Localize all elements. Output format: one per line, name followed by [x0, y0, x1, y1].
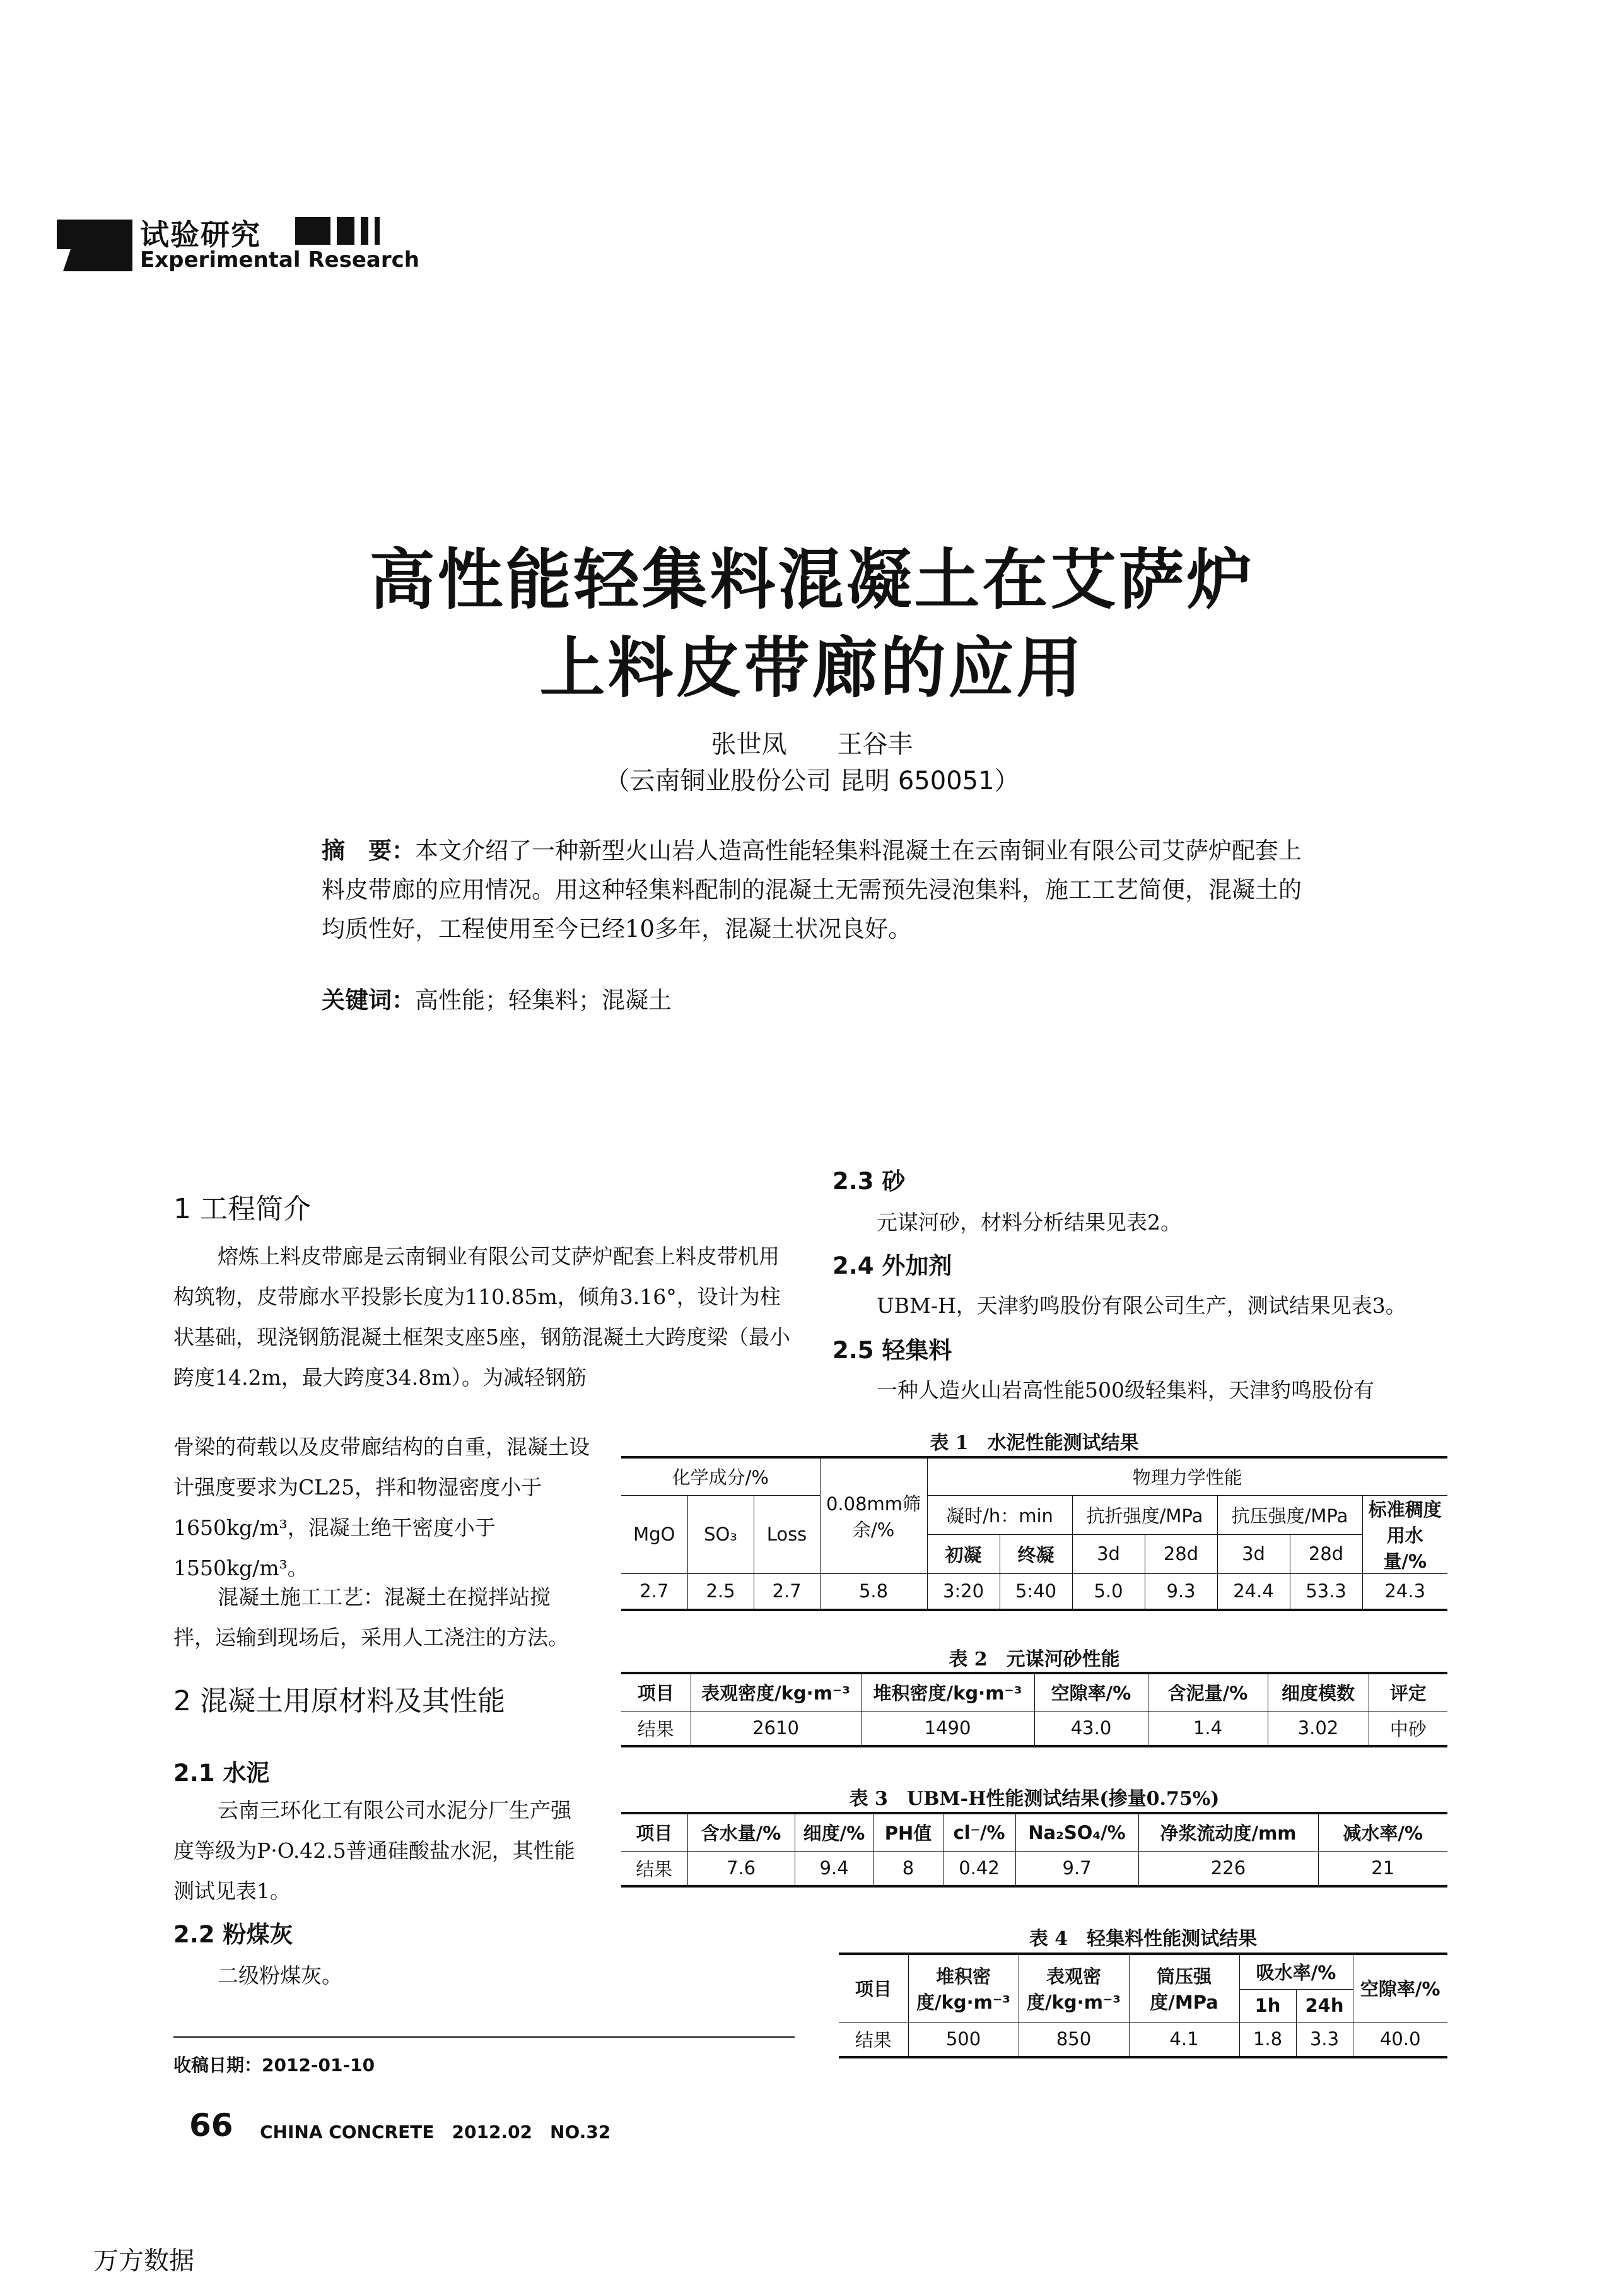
section-2-4-paragraph: UBM-H，天津豹鸣股份有限公司生产，测试结果见表3。: [877, 1293, 1406, 1318]
section-2-4-heading: 2.4 外加剂: [832, 1252, 952, 1279]
t2-header: 堆积密度/kg·m⁻³: [861, 1673, 1034, 1711]
t3-cell: 226: [1138, 1851, 1318, 1886]
t4-h-bulk: 堆积密度/kg·m⁻³: [908, 1954, 1019, 2022]
t4-cell: 500: [908, 2022, 1019, 2057]
table-2-caption: 表 2 元谋河砂性能: [949, 1648, 1120, 1671]
t1-cell: 5.0: [1072, 1573, 1145, 1610]
t1-h-flex: 抗折强度/MPa: [1072, 1495, 1217, 1534]
table-row: [621, 1711, 1447, 1746]
t4-h-comp: 筒压强度/MPa: [1129, 1954, 1239, 2022]
t1-cell: 2.7: [754, 1573, 820, 1610]
abstract-text: 本文介绍了一种新型火山岩人造高性能轻集料混凝土在云南铜业有限公司艾萨炉配套上料皮带廊的应用情况。用这种轻集料配制的混凝土无需预先浸泡集料，施工工艺简便，混凝土的均质性好，工程使用至今已经10多年，混凝土状况良好。: [322, 837, 1302, 942]
table-3-caption: 表 3 UBM-H性能测试结果(掺量0.75%): [849, 1788, 1220, 1810]
keywords-text: 高性能；轻集料；混凝土: [415, 987, 672, 1014]
table-row: [621, 1573, 1447, 1610]
t1-h-comp: 抗压强度/MPa: [1217, 1495, 1362, 1534]
section-2-3-heading: 2.3 砂: [832, 1168, 906, 1195]
keywords: [322, 981, 1321, 1015]
t3-cell: 8: [873, 1851, 943, 1886]
abstract-label: 摘 要：: [322, 837, 415, 864]
authors: 张世凤 王谷丰: [711, 730, 913, 759]
t2-cell: 43.0: [1034, 1711, 1148, 1746]
received-date: 收稿日期：2012-01-10: [173, 2055, 375, 2076]
section-1-paragraph-1: 熔炼上料皮带廊是云南铜业有限公司艾萨炉配套上料皮带机用构筑物，皮带廊水平投影长度为110.85m，倾角3.16°，设计为柱状基础，现浇钢筋混凝土框架支座5座，钢筋混凝土大跨度梁（最小跨度14.2m，最大跨度34.8m）。为减轻钢筋: [173, 1244, 790, 1390]
t3-cell: 21: [1318, 1851, 1447, 1886]
section-2-2-heading: 2.2 粉煤灰: [173, 1921, 293, 1948]
t1-h-sieve: 0.08mm筛余/%: [820, 1457, 927, 1573]
t2-header: 空隙率/%: [1034, 1673, 1148, 1711]
section-2-3-paragraph: 元谋河砂，材料分析结果见表2。: [877, 1210, 1181, 1235]
table-4: [839, 1952, 1447, 2058]
t1-cell: 9.3: [1145, 1573, 1217, 1610]
section-1-paragraph-2: 骨梁的荷载以及皮带廊结构的自重，混凝土设计强度要求为CL25，拌和物湿密度小于1650kg/m³，混凝土绝干密度小于1550kg/m³。: [173, 1435, 590, 1580]
section-logo-blocks: [295, 216, 390, 246]
t1-cell: 5.8: [820, 1573, 927, 1610]
t1-h-mgo: MgO: [621, 1495, 687, 1573]
t2-cell: 结果: [621, 1711, 691, 1746]
t3-header: 减水率/%: [1318, 1813, 1447, 1851]
t3-header: 含水量/%: [687, 1813, 795, 1851]
t4-cell: 40.0: [1353, 2022, 1447, 2057]
t4-h-abs: 吸水率/%: [1239, 1954, 1353, 1989]
t1-h-water: 标准稠度用水量/%: [1362, 1495, 1447, 1573]
t1-h-28d: 28d: [1145, 1534, 1217, 1573]
table-2: [621, 1672, 1447, 1747]
t4-cell: 4.1: [1129, 2022, 1239, 2057]
t2-header: 评定: [1369, 1673, 1447, 1711]
database-watermark: 万方数据: [93, 2246, 194, 2275]
t3-cell: 9.4: [795, 1851, 873, 1886]
t1-h-loss: Loss: [754, 1495, 820, 1573]
t2-header: 含泥量/%: [1148, 1673, 1268, 1711]
section-2-1-heading: 2.1 水泥: [173, 1759, 270, 1787]
t4-h-item: 项目: [839, 1954, 908, 2022]
table-1: [621, 1456, 1447, 1611]
section-2-5-heading: 2.5 轻集料: [832, 1337, 952, 1364]
page-number: 66: [189, 2107, 233, 2144]
t1-h-28d-2: 28d: [1290, 1534, 1362, 1573]
t2-cell: 3.02: [1268, 1711, 1369, 1746]
t2-cell: 1.4: [1148, 1711, 1268, 1746]
t1-cell: 53.3: [1290, 1573, 1362, 1610]
section-1-heading: 1 工程简介: [173, 1193, 311, 1225]
t1-h-init: 初凝: [927, 1534, 1000, 1573]
t4-cell: 3.3: [1296, 2022, 1353, 2057]
section-label-cn: 试验研究: [140, 218, 261, 252]
table-1-caption: 表 1 水泥性能测试结果: [930, 1432, 1139, 1454]
t1-h-so3: SO₃: [687, 1495, 754, 1573]
paper-title-line-1: 高性能轻集料混凝土在艾萨炉: [369, 541, 1255, 618]
t3-cell: 结果: [621, 1851, 687, 1886]
t3-header: 项目: [621, 1813, 687, 1851]
section-2-5-paragraph: 一种人造火山岩高性能500级轻集料，天津豹鸣股份有: [877, 1378, 1374, 1402]
t2-cell: 1490: [861, 1711, 1034, 1746]
table-3: [621, 1812, 1447, 1888]
t1-cell: 24.3: [1362, 1573, 1447, 1610]
t1-h-3d-2: 3d: [1217, 1534, 1290, 1573]
t3-header: cl⁻/%: [943, 1813, 1015, 1851]
t3-header: 细度/%: [795, 1813, 873, 1851]
table-row: [621, 1851, 1447, 1886]
t2-header: 表观密度/kg·m⁻³: [691, 1673, 861, 1711]
paper-title-line-2: 上料皮带廊的应用: [539, 630, 1085, 707]
t3-cell: 9.7: [1015, 1851, 1138, 1886]
t3-cell: 7.6: [687, 1851, 795, 1886]
t4-cell: 850: [1019, 2022, 1129, 2057]
affiliation: （云南铜业股份公司 昆明 650051）: [604, 766, 1020, 796]
journal-info: CHINA CONCRETE 2012.02 NO.32: [260, 2122, 611, 2142]
section-logo-bar: [57, 214, 132, 271]
t1-cell: 5:40: [1000, 1573, 1072, 1610]
t1-cell: 3:20: [927, 1573, 1000, 1610]
t4-cell: 1.8: [1239, 2022, 1296, 2057]
t3-header: Na₂SO₄/%: [1015, 1813, 1138, 1851]
section-label-en: Experimental Research: [140, 247, 419, 273]
keywords-label: 关键词：: [322, 987, 415, 1014]
table-4-caption: 表 4 轻集料性能测试结果: [1029, 1928, 1258, 1950]
t2-header: 细度模数: [1268, 1673, 1369, 1711]
t1-cell: 24.4: [1217, 1573, 1290, 1610]
section-1-paragraph-3: 混凝土施工工艺：混凝土在搅拌站搅拌，运输到现场后，采用人工浇注的方法。: [173, 1585, 569, 1650]
t4-h-app: 表观密度/kg·m⁻³: [1019, 1954, 1129, 2022]
t4-h-void: 空隙率/%: [1353, 1954, 1447, 2022]
footnote-rule: [173, 2036, 795, 2038]
t1-h-3d: 3d: [1072, 1534, 1145, 1573]
t2-cell: 2610: [691, 1711, 861, 1746]
section-2-2-paragraph: 二级粉煤灰。: [218, 1963, 342, 1988]
t3-header: 净浆流动度/mm: [1138, 1813, 1318, 1851]
section-2-1-paragraph: 云南三环化工有限公司水泥分厂生产强度等级为P·O.42.5普通硅酸盐水泥，其性能测试见表1。: [173, 1798, 575, 1903]
abstract: [322, 831, 1321, 949]
t4-h-24h: 24h: [1296, 1989, 1353, 2022]
t1-h-set: 凝时/h：min: [927, 1495, 1072, 1534]
t3-cell: 0.42: [943, 1851, 1015, 1886]
t1-h-phys: 物理力学性能: [927, 1457, 1447, 1495]
t1-cell: 2.7: [621, 1573, 687, 1610]
t1-cell: 2.5: [687, 1573, 754, 1610]
t2-cell: 中砂: [1369, 1711, 1447, 1746]
t2-header: 项目: [621, 1673, 691, 1711]
t1-h-final: 终凝: [1000, 1534, 1072, 1573]
section-2-heading: 2 混凝土用原材料及其性能: [173, 1685, 505, 1717]
t4-cell: 结果: [839, 2022, 908, 2057]
t3-header: PH值: [873, 1813, 943, 1851]
t4-h-1h: 1h: [1239, 1989, 1296, 2022]
table-row: [839, 2022, 1447, 2057]
t1-h-chem: 化学成分/%: [621, 1457, 820, 1495]
